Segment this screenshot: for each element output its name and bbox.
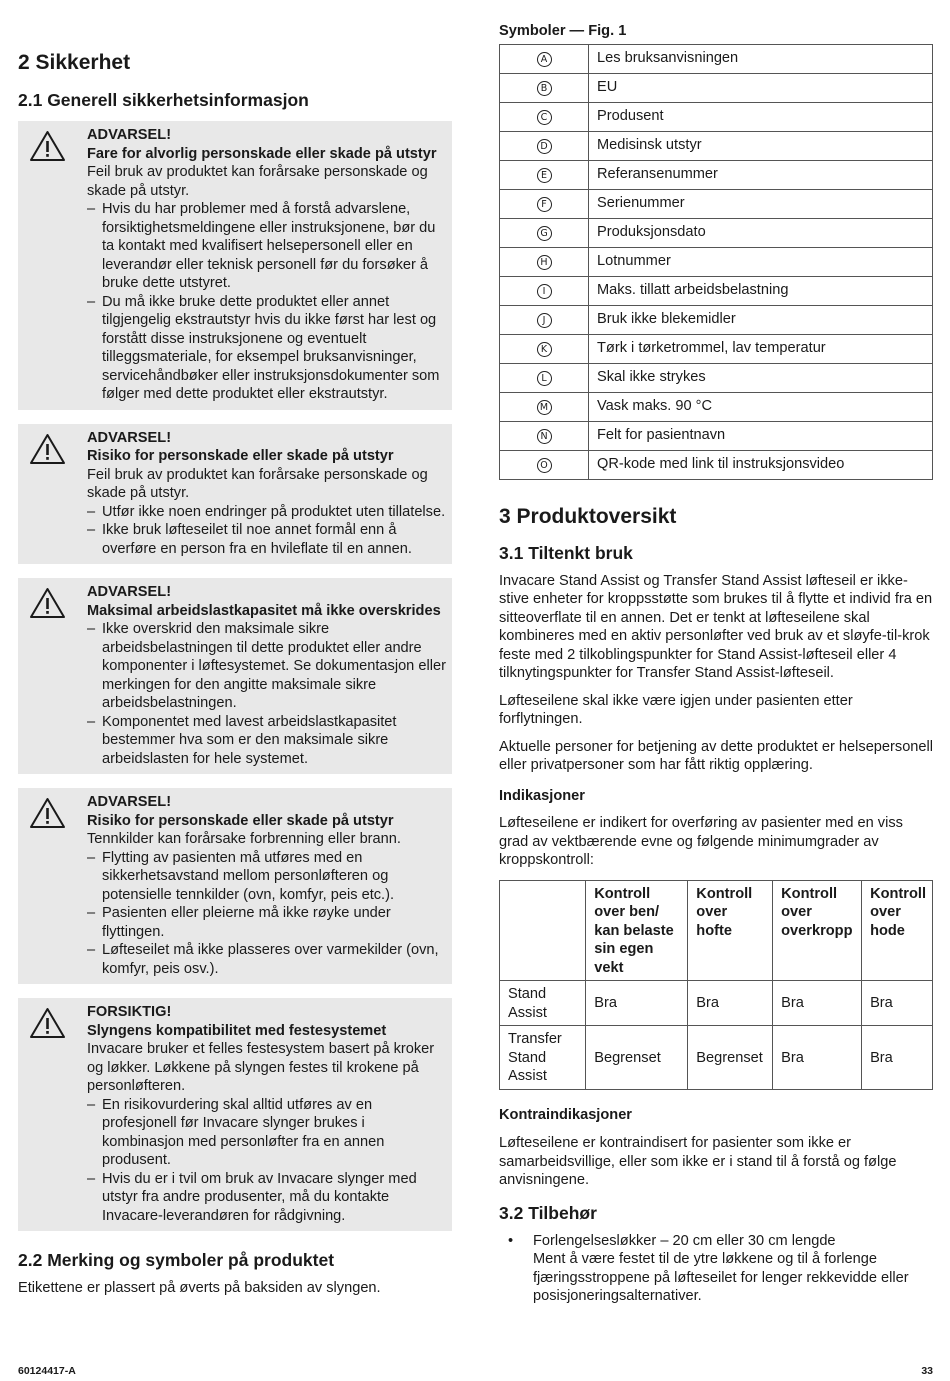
symbol-description: QR-kode med link til instruksjonsvideo xyxy=(589,450,933,479)
table-row xyxy=(500,1026,933,1090)
warning-list-item: – Hvis du er i tvil om bruk av Invacare slynger med utstyr fra andre produsenter, må du kontakte Invacare-leverandøren for rådgivning. xyxy=(87,1170,446,1226)
warning-list-item: – Utfør ikke noen endringer på produktet uten tillatelse. xyxy=(87,503,446,522)
symbol-row xyxy=(500,218,933,247)
symbol-row xyxy=(500,44,933,73)
symbol-letter-cell xyxy=(500,334,589,363)
section-3-2-title: 3.2 Tilbehør xyxy=(499,1202,597,1223)
symbol-letter-cell xyxy=(500,247,589,276)
symbol-row xyxy=(500,421,933,450)
paragraph: Løfteseilene skal ikke være igjen under pasienten etter forflytningen. xyxy=(499,692,853,727)
symbol-row xyxy=(500,363,933,392)
symbol-row xyxy=(500,247,933,276)
table-cell: Bra xyxy=(586,981,688,1026)
circled-letter: G xyxy=(537,226,552,241)
circled-letter: K xyxy=(537,342,552,357)
table-header-cell: Kontroll over hofte xyxy=(688,880,773,981)
warning-title: Slyngens kompatibilitet med festesystemet xyxy=(87,1022,387,1039)
circled-letter: M xyxy=(537,400,552,415)
warning-box xyxy=(18,578,452,774)
symbol-description: EU xyxy=(589,73,933,102)
warning-list xyxy=(87,1096,446,1226)
symbol-description: Maks. tillatt arbeidsbelastning xyxy=(589,276,933,305)
table-cell: Transfer Stand Assist xyxy=(500,1026,586,1090)
table-header-row xyxy=(500,880,933,981)
contraindications-text: Løfteseilene er kontraindisert for pasienter som ikke er samarbeidsvillige, eller som ikke er i stand til å forstå og følge anvisningene. xyxy=(499,1135,897,1188)
symbol-row xyxy=(500,334,933,363)
warning-box xyxy=(18,424,452,565)
table-header-cell: Kontroll over hode xyxy=(862,880,933,981)
circled-letter: L xyxy=(537,371,552,386)
symbol-letter-cell xyxy=(500,102,589,131)
section-3-1-title: 3.1 Tiltenkt bruk xyxy=(499,542,633,563)
symbol-letter-cell xyxy=(500,276,589,305)
paragraph: Invacare Stand Assist og Transfer Stand Assist løfteseil er ikke-stive enheter for kroppsstøtte som brukes til å flytte et individ fra en sitteoverflate til en annen. Det er tenkt at løfteseilene skal kombineres med en aktiv personløfter ved bruk av et sløyfe-til-krok feste med 2 tilkoblingspunkter for Stand Assist-løfteseil eller 4 tilknytingspunkter for Transfer Stand Assist-løfteseil. xyxy=(499,572,933,681)
indications-heading: Indikasjoner xyxy=(499,787,585,804)
warning-list-item: – Ikke bruk løfteseilet til noe annet formål enn å overføre en person fra en hvileflate til en annen. xyxy=(87,521,446,558)
warning-title: Maksimal arbeidslastkapasitet må ikke overskrides xyxy=(87,602,441,619)
symbol-row xyxy=(500,392,933,421)
warning-list-item: – En risikovurdering skal alltid utføres av en profesjonell før Invacare slynger brukes i kombinasjon med personløfter fra en annen produsent. xyxy=(87,1096,446,1170)
warning-list-item: – Flytting av pasienten må utføres med en sikkerhetsavstand mellom personløfteren og potensielle tennkilder (ovn, komfyr, peis etc.). xyxy=(87,849,446,905)
symbol-row xyxy=(500,131,933,160)
warning-triangle-icon xyxy=(29,130,66,162)
symbol-row xyxy=(500,160,933,189)
indications-table xyxy=(499,880,933,1090)
list-item-description: Ment å være festet til de ytre løkkene og til å forlenge fjæringsstroppene på løfteseilet for lenger rekkevidde eller posisjoneringsalternativer. xyxy=(533,1251,909,1304)
warning-signal-word: ADVARSEL! xyxy=(87,584,172,600)
warning-signal-word: ADVARSEL! xyxy=(87,429,172,446)
symbol-row xyxy=(500,189,933,218)
section-2-2-title: 2.2 Merking og symboler på produktet xyxy=(18,1250,335,1270)
table-cell: Bra xyxy=(773,1026,862,1090)
warning-triangle-icon xyxy=(29,797,66,829)
circled-letter: A xyxy=(537,52,552,67)
table-cell: Stand Assist xyxy=(500,981,586,1026)
warning-text: Feil bruk av produktet kan forårsake personskade og skade på utstyr. xyxy=(87,164,428,199)
circled-letter: F xyxy=(537,197,552,212)
symbol-description: Vask maks. 90 °C xyxy=(589,392,933,421)
warning-signal-word: FORSIKTIG! xyxy=(87,1004,172,1020)
symbol-description: Produsent xyxy=(589,102,933,131)
warning-text: Tennkilder kan forårsake forbrenning eller brann. xyxy=(87,831,401,847)
table-header-cell xyxy=(500,880,586,981)
right-column xyxy=(499,22,934,1306)
warning-list-item: – Komponentet med lavest arbeidslastkapasitet bestemmer hva som er den maksimale sikre arbeidslasten for hele systemet. xyxy=(87,713,446,769)
warning-list-item: – Hvis du har problemer med å forstå advarslene, forsiktighetsmeldingene eller instruksjonene, bør du ta kontakt med kvalifisert helsepersonell eller en leverandør eller teknisk personell før du forsøker å bruke dette utstyret. xyxy=(87,200,446,293)
warning-text: Feil bruk av produktet kan forårsake personskade og skade på utstyr. xyxy=(87,466,428,501)
page-number: 33 xyxy=(921,1365,933,1377)
section-3-title: 3 Produktoversikt xyxy=(499,504,677,528)
warning-triangle-icon xyxy=(29,433,66,465)
symbol-letter-cell xyxy=(500,450,589,479)
table-cell: Begrenset xyxy=(586,1026,688,1090)
symbol-letter-cell xyxy=(500,189,589,218)
warning-title: Risiko for personskade eller skade på utstyr xyxy=(87,448,394,464)
symbol-description: Skal ikke strykes xyxy=(589,363,933,392)
symbol-letter-cell xyxy=(500,73,589,102)
symbol-row xyxy=(500,102,933,131)
document-number: 60124417-A xyxy=(18,1365,76,1377)
symbol-description: Tørk i tørketrommel, lav temperatur xyxy=(589,334,933,363)
warning-title: Fare for alvorlig personskade eller skade på utstyr xyxy=(87,145,437,162)
warning-list xyxy=(87,200,446,404)
paragraph: Aktuelle personer for betjening av dette produktet er helsepersonell eller privatpersoner som har fått riktig opplæring. xyxy=(499,738,934,773)
circled-letter: J xyxy=(537,313,552,328)
symbol-description: Referansenummer xyxy=(589,160,933,189)
list-item xyxy=(499,1232,934,1306)
symbol-description: Lotnummer xyxy=(589,247,933,276)
contraindications-heading: Kontraindikasjoner xyxy=(499,1106,632,1123)
symbol-row xyxy=(500,73,933,102)
symbol-letter-cell xyxy=(500,392,589,421)
warning-list xyxy=(87,620,446,768)
table-cell: Bra xyxy=(862,1026,933,1090)
table-cell: Begrenset xyxy=(688,1026,773,1090)
symbol-description: Felt for pasientnavn xyxy=(589,421,933,450)
warning-list xyxy=(87,849,446,979)
warning-list-item: – Løfteseilet må ikke plasseres over varmekilder (ovn, komfyr, peis osv.). xyxy=(87,941,446,978)
left-column xyxy=(18,50,452,1298)
symbol-description: Les bruksanvisningen xyxy=(589,44,933,73)
warning-text: Invacare bruker et felles festesystem basert på kroker og løkker. Løkkene på slyngen festes til krokene på personløfteren. xyxy=(87,1041,435,1094)
section-2-title: 2 Sikkerhet xyxy=(18,51,131,74)
circled-letter: E xyxy=(537,168,552,183)
indications-text: Løfteseilene er indikert for overføring av pasienter med en viss grad av vektbærende evne og følgende minimumgrader av kroppskontroll: xyxy=(499,815,903,868)
warning-box xyxy=(18,121,452,410)
warning-title: Risiko for personskade eller skade på utstyr xyxy=(87,812,394,829)
warning-triangle-icon xyxy=(29,587,66,619)
symbol-description: Serienummer xyxy=(589,189,933,218)
symbol-description: Produksjonsdato xyxy=(589,218,933,247)
table-cell: Bra xyxy=(773,981,862,1026)
table-header-cell: Kontroll over overkropp xyxy=(773,880,862,981)
table-row xyxy=(500,981,933,1026)
circled-letter: D xyxy=(537,139,552,154)
warning-list-item: – Ikke overskrid den maksimale sikre arbeidsbelastningen til dette produktet eller andre komponenter i løftesystemet. Se dokumentasjon eller merkingen for den angitte maksimale sikre arbeidsbelastningen. xyxy=(87,620,446,713)
warning-triangle-icon xyxy=(29,1007,66,1039)
symbols-table xyxy=(499,44,933,480)
symbol-letter-cell xyxy=(500,305,589,334)
warning-signal-word: ADVARSEL! xyxy=(87,127,172,143)
circled-letter: H xyxy=(537,255,552,270)
section-2-1-title: 2.1 Generell sikkerhetsinformasjon xyxy=(18,90,309,110)
symbol-letter-cell xyxy=(500,421,589,450)
warning-signal-word: ADVARSEL! xyxy=(87,794,172,810)
warning-list xyxy=(87,503,446,559)
list-item-title: • Forlengelsesløkker – 20 cm eller 30 cm lengde xyxy=(533,1232,836,1249)
circled-letter: C xyxy=(537,110,552,125)
symbol-letter-cell xyxy=(500,218,589,247)
warning-box xyxy=(18,788,452,984)
warning-list-item: – Du må ikke bruke dette produktet eller annet tilgjengelig ekstrautstyr hvis du ikke først har lest og forstått disse instruksjonene og eventuelt tilleggsmateriale, for eksempel bruksanvisninger, servicehåndbøker eller instruksjonsdokumenter som følger med dette produktet eller ekstrautstyr. xyxy=(87,293,446,404)
symbol-description: Medisinsk utstyr xyxy=(589,131,933,160)
caution-box xyxy=(18,998,452,1231)
warning-list-item: – Pasienten eller pleierne må ikke røyke under flyttingen. xyxy=(87,904,446,941)
table-header-cell: Kontroll over ben/ kan belaste sin egen vekt xyxy=(586,880,688,981)
symbol-letter-cell xyxy=(500,160,589,189)
symbol-letter-cell xyxy=(500,131,589,160)
circled-letter: N xyxy=(537,429,552,444)
symbol-description: Bruk ikke blekemidler xyxy=(589,305,933,334)
symbol-row xyxy=(500,450,933,479)
symbol-letter-cell xyxy=(500,363,589,392)
accessories-list xyxy=(499,1232,934,1306)
circled-letter: O xyxy=(537,458,552,473)
symbols-title: Symboler — Fig. 1 xyxy=(499,23,627,39)
circled-letter: I xyxy=(537,284,552,299)
symbol-letter-cell xyxy=(500,44,589,73)
symbol-row xyxy=(500,305,933,334)
circled-letter: B xyxy=(537,81,552,96)
table-cell: Bra xyxy=(862,981,933,1026)
symbol-row xyxy=(500,276,933,305)
section-2-2-text: Etikettene er plassert på øverts på baksiden av slyngen. xyxy=(18,1280,381,1296)
table-cell: Bra xyxy=(688,981,773,1026)
